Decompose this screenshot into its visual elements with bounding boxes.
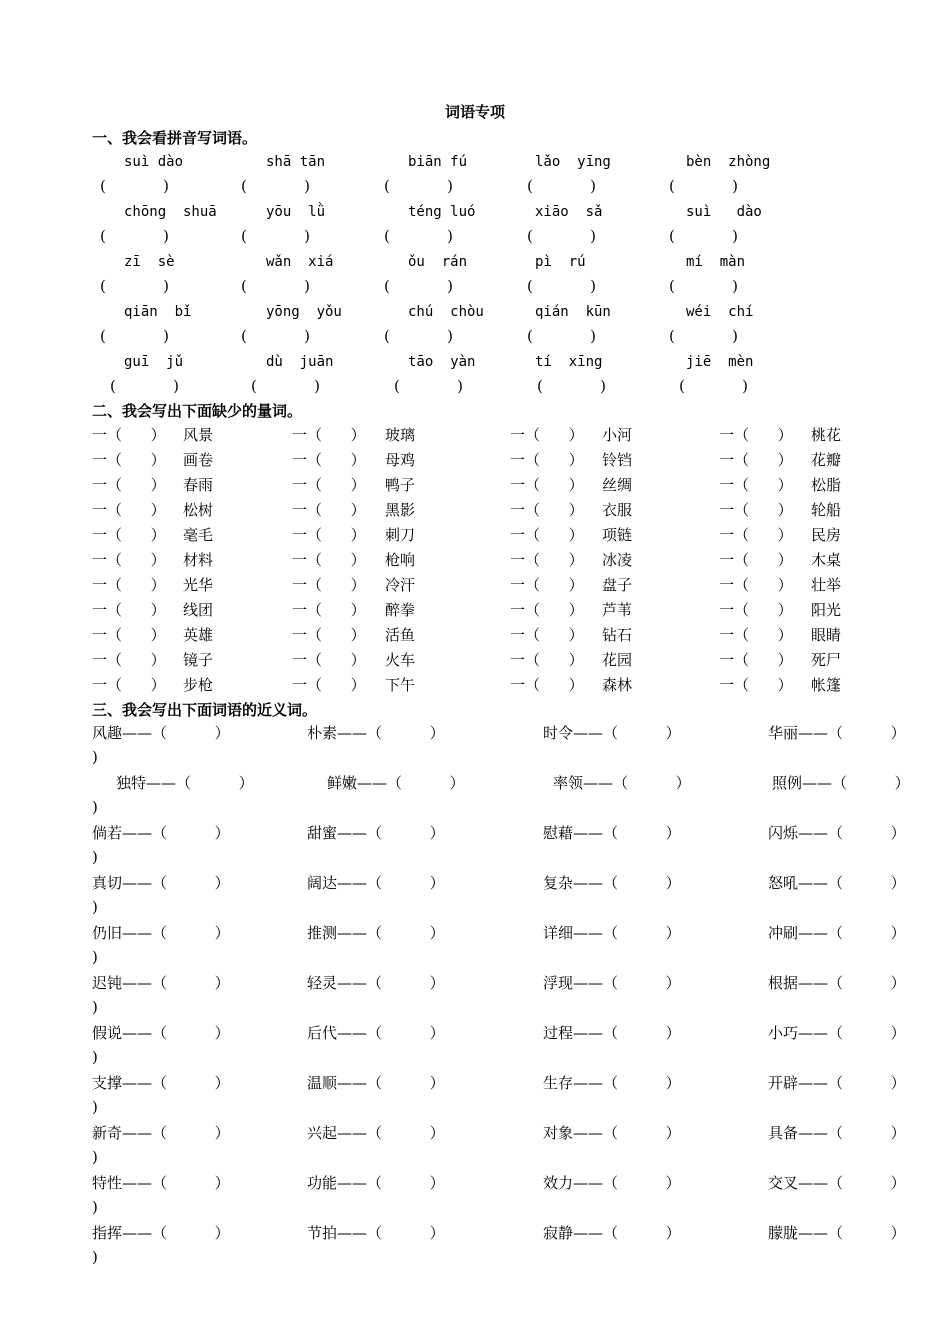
answer-blank[interactable]: ( ) <box>241 327 310 345</box>
measure-noun: 镜子 <box>183 651 214 669</box>
synonym-item[interactable]: 小巧——（ ） <box>768 1024 906 1042</box>
measure-blank[interactable]: 一（ ） <box>92 651 166 669</box>
answer-blank[interactable]: ( ) <box>527 327 596 345</box>
measure-blank[interactable]: 一（ ） <box>510 626 584 644</box>
answer-blank[interactable]: ( ) <box>394 377 463 395</box>
measure-blank[interactable]: 一（ ） <box>292 651 366 669</box>
answer-blank[interactable]: ( ) <box>384 277 453 295</box>
measure-noun: 材料 <box>183 551 214 569</box>
synonym-item[interactable]: 华丽——（ ） <box>768 724 906 742</box>
measure-noun: 活鱼 <box>385 626 416 644</box>
measure-noun: 冷汗 <box>385 576 416 594</box>
measure-noun: 枪响 <box>385 551 416 569</box>
measure-blank[interactable]: 一（ ） <box>510 501 584 519</box>
synonym-item[interactable]: 复杂——（ ） <box>543 874 681 892</box>
measure-blank[interactable]: 一（ ） <box>510 676 584 694</box>
synonym-item[interactable]: 开辟——（ ） <box>768 1074 906 1092</box>
pinyin-text: chōng shuā <box>124 204 217 220</box>
synonym-item[interactable]: 寂静——（ ） <box>543 1224 681 1242</box>
measure-noun: 衣服 <box>602 501 633 519</box>
synonym-item[interactable]: 倘若——（ ） <box>92 824 230 842</box>
measure-blank[interactable]: 一（ ） <box>292 426 366 444</box>
section-2-heading: 二、我会写出下面缺少的量词。 <box>92 402 303 420</box>
measure-noun: 森林 <box>602 676 633 694</box>
measure-noun: 母鸡 <box>385 451 416 469</box>
measure-blank[interactable]: 一（ ） <box>292 501 366 519</box>
measure-blank[interactable]: 一（ ） <box>292 676 366 694</box>
measure-noun: 醉拳 <box>385 601 416 619</box>
measure-blank[interactable]: 一（ ） <box>719 576 793 594</box>
pinyin-text: shā tān <box>266 154 326 170</box>
pinyin-text: wǎn xiá <box>266 254 334 270</box>
wrap-paren: ) <box>92 998 98 1016</box>
measure-blank[interactable]: 一（ ） <box>719 601 793 619</box>
measure-noun: 钻石 <box>602 626 633 644</box>
measure-noun: 鸭子 <box>385 476 416 494</box>
measure-blank[interactable]: 一（ ） <box>292 551 366 569</box>
synonym-item[interactable]: 迟钝——（ ） <box>92 974 230 992</box>
pinyin-text: jiē mèn <box>686 354 754 370</box>
answer-blank[interactable]: ( ) <box>669 277 738 295</box>
wrap-paren: ) <box>92 748 98 766</box>
synonym-item[interactable]: 朦胧——（ ） <box>768 1224 906 1242</box>
synonym-item[interactable]: 指挥——（ ） <box>92 1224 230 1242</box>
measure-blank[interactable]: 一（ ） <box>510 601 584 619</box>
pinyin-text: bèn zhòng <box>686 154 771 170</box>
measure-noun: 玻璃 <box>385 426 416 444</box>
pinyin-text: yōng yǒu <box>266 304 342 320</box>
measure-noun: 毫毛 <box>183 526 214 544</box>
measure-blank[interactable]: 一（ ） <box>719 501 793 519</box>
synonym-item[interactable]: 独特——（ ） <box>116 774 254 792</box>
answer-blank[interactable]: ( ) <box>241 177 310 195</box>
measure-noun: 英雄 <box>183 626 214 644</box>
synonym-item[interactable]: 温顺——（ ） <box>307 1074 445 1092</box>
synonym-item[interactable]: 新奇——（ ） <box>92 1124 230 1142</box>
wrap-paren: ) <box>92 1098 98 1116</box>
pinyin-text: guī jǔ <box>124 354 184 370</box>
measure-noun: 光华 <box>183 576 214 594</box>
measure-noun: 盘子 <box>602 576 633 594</box>
measure-blank[interactable]: 一（ ） <box>719 626 793 644</box>
measure-noun: 火车 <box>385 651 416 669</box>
synonym-item[interactable]: 真切——（ ） <box>92 874 230 892</box>
pinyin-text: zī sè <box>124 254 175 270</box>
measure-blank[interactable]: 一（ ） <box>92 551 166 569</box>
pinyin-text: xiāo sǎ <box>535 204 603 220</box>
section-3-heading: 三、我会写出下面词语的近义词。 <box>92 701 318 719</box>
synonym-item[interactable]: 假说——（ ） <box>92 1024 230 1042</box>
measure-noun: 铃铛 <box>602 451 633 469</box>
synonym-item[interactable]: 功能——（ ） <box>307 1174 445 1192</box>
measure-blank[interactable]: 一（ ） <box>292 476 366 494</box>
measure-blank[interactable]: 一（ ） <box>510 576 584 594</box>
measure-noun: 帐篷 <box>811 676 842 694</box>
answer-blank[interactable]: ( ) <box>100 227 169 245</box>
synonym-item[interactable]: 支撑——（ ） <box>92 1074 230 1092</box>
synonym-item[interactable]: 阔达——（ ） <box>307 874 445 892</box>
measure-noun: 松脂 <box>811 476 842 494</box>
measure-noun: 画卷 <box>183 451 214 469</box>
measure-blank[interactable]: 一（ ） <box>92 576 166 594</box>
synonym-item[interactable]: 闪烁——（ ） <box>768 824 906 842</box>
pinyin-text: tāo yàn <box>408 354 476 370</box>
measure-noun: 壮举 <box>811 576 842 594</box>
measure-blank[interactable]: 一（ ） <box>719 476 793 494</box>
synonym-item[interactable]: 根据——（ ） <box>768 974 906 992</box>
measure-noun: 项链 <box>602 526 633 544</box>
synonym-item[interactable]: 怒吼——（ ） <box>768 874 906 892</box>
synonym-item[interactable]: 照例——（ ） <box>772 774 910 792</box>
synonym-item[interactable]: 交叉——（ ） <box>768 1174 906 1192</box>
pinyin-text: tí xīng <box>535 354 603 370</box>
measure-blank[interactable]: 一（ ） <box>719 526 793 544</box>
synonym-item[interactable]: 甜蜜——（ ） <box>307 824 445 842</box>
measure-noun: 芦苇 <box>602 601 633 619</box>
answer-blank[interactable]: ( ) <box>110 377 179 395</box>
synonym-item[interactable]: 节拍——（ ） <box>307 1224 445 1242</box>
measure-noun: 线团 <box>183 601 214 619</box>
measure-noun: 下午 <box>385 676 416 694</box>
answer-blank[interactable]: ( ) <box>384 327 453 345</box>
pinyin-text: mí màn <box>686 254 746 270</box>
measure-noun: 丝绸 <box>602 476 633 494</box>
wrap-paren: ) <box>92 898 98 916</box>
measure-noun: 阳光 <box>811 601 842 619</box>
measure-blank[interactable]: 一（ ） <box>92 676 166 694</box>
synonym-item[interactable]: 风趣——（ ） <box>92 724 230 742</box>
measure-blank[interactable]: 一（ ） <box>719 451 793 469</box>
measure-blank[interactable]: 一（ ） <box>510 426 584 444</box>
synonym-item[interactable]: 特性——（ ） <box>92 1174 230 1192</box>
synonym-item[interactable]: 慰藉——（ ） <box>543 824 681 842</box>
wrap-paren: ) <box>92 798 98 816</box>
measure-blank[interactable]: 一（ ） <box>292 526 366 544</box>
answer-blank[interactable]: ( ) <box>241 277 310 295</box>
answer-blank[interactable]: ( ) <box>679 377 748 395</box>
pinyin-text: téng luó <box>408 204 476 220</box>
synonym-item[interactable]: 具备——（ ） <box>768 1124 906 1142</box>
page-title: 词语专项 <box>444 103 505 121</box>
synonym-item[interactable]: 浮现——（ ） <box>543 974 681 992</box>
synonym-item[interactable]: 详细——（ ） <box>543 924 681 942</box>
pinyin-text: yōu lǜ <box>266 204 326 220</box>
synonym-item[interactable]: 效力——（ ） <box>543 1174 681 1192</box>
wrap-paren: ) <box>92 1248 98 1266</box>
answer-blank[interactable]: ( ) <box>669 327 738 345</box>
answer-blank[interactable]: ( ) <box>527 177 596 195</box>
wrap-paren: ) <box>92 1198 98 1216</box>
measure-blank[interactable]: 一（ ） <box>92 476 166 494</box>
measure-blank[interactable]: 一（ ） <box>510 526 584 544</box>
answer-blank[interactable]: ( ) <box>527 227 596 245</box>
pinyin-text: suì dào <box>124 154 184 170</box>
measure-noun: 黑影 <box>385 501 416 519</box>
measure-noun: 松树 <box>183 501 214 519</box>
synonym-item[interactable]: 对象——（ ） <box>543 1124 681 1142</box>
measure-blank[interactable]: 一（ ） <box>292 576 366 594</box>
measure-noun: 春雨 <box>183 476 214 494</box>
measure-noun: 花园 <box>602 651 633 669</box>
answer-blank[interactable]: ( ) <box>537 377 606 395</box>
measure-noun: 桃花 <box>811 426 842 444</box>
synonym-item[interactable]: 轻灵——（ ） <box>307 974 445 992</box>
synonym-item[interactable]: 推测——（ ） <box>307 924 445 942</box>
measure-blank[interactable]: 一（ ） <box>92 501 166 519</box>
synonym-item[interactable]: 兴起——（ ） <box>307 1124 445 1142</box>
measure-blank[interactable]: 一（ ） <box>92 526 166 544</box>
pinyin-text: chú chòu <box>408 304 484 320</box>
answer-blank[interactable]: ( ) <box>384 177 453 195</box>
pinyin-text: qián kūn <box>535 304 611 320</box>
wrap-paren: ) <box>92 848 98 866</box>
pinyin-text: biān fú <box>408 154 468 170</box>
measure-blank[interactable]: 一（ ） <box>510 651 584 669</box>
measure-noun: 眼睛 <box>811 626 842 644</box>
synonym-item[interactable]: 冲刷——（ ） <box>768 924 906 942</box>
synonym-item[interactable]: 后代——（ ） <box>307 1024 445 1042</box>
synonym-item[interactable]: 过程——（ ） <box>543 1024 681 1042</box>
measure-noun: 小河 <box>602 426 633 444</box>
measure-blank[interactable]: 一（ ） <box>92 626 166 644</box>
pinyin-text: lǎo yīng <box>535 154 611 170</box>
section-1-heading: 一、我会看拼音写词语。 <box>92 129 258 147</box>
measure-blank[interactable]: 一（ ） <box>510 451 584 469</box>
wrap-paren: ) <box>92 1148 98 1166</box>
answer-blank[interactable]: ( ) <box>241 227 310 245</box>
measure-noun: 刺刀 <box>385 526 416 544</box>
answer-blank[interactable]: ( ) <box>384 227 453 245</box>
wrap-paren: ) <box>92 948 98 966</box>
pinyin-text: dù juān <box>266 354 334 370</box>
measure-blank[interactable]: 一（ ） <box>719 551 793 569</box>
answer-blank[interactable]: ( ) <box>527 277 596 295</box>
synonym-item[interactable]: 时令——（ ） <box>543 724 681 742</box>
measure-blank[interactable]: 一（ ） <box>92 426 166 444</box>
answer-blank[interactable]: ( ) <box>100 177 169 195</box>
measure-blank[interactable]: 一（ ） <box>719 426 793 444</box>
measure-blank[interactable]: 一（ ） <box>92 601 166 619</box>
measure-noun: 木桌 <box>811 551 842 569</box>
pinyin-text: suì dào <box>686 204 762 220</box>
pinyin-text: qiān bǐ <box>124 304 192 320</box>
measure-blank[interactable]: 一（ ） <box>510 476 584 494</box>
wrap-paren: ) <box>92 1048 98 1066</box>
measure-noun: 步枪 <box>183 676 214 694</box>
measure-blank[interactable]: 一（ ） <box>719 676 793 694</box>
measure-blank[interactable]: 一（ ） <box>719 651 793 669</box>
measure-blank[interactable]: 一（ ） <box>510 551 584 569</box>
answer-blank[interactable]: ( ) <box>100 277 169 295</box>
measure-blank[interactable]: 一（ ） <box>292 601 366 619</box>
synonym-item[interactable]: 生存——（ ） <box>543 1074 681 1092</box>
measure-blank[interactable]: 一（ ） <box>292 451 366 469</box>
answer-blank[interactable]: ( ) <box>669 177 738 195</box>
measure-noun: 花瓣 <box>811 451 842 469</box>
measure-noun: 轮船 <box>811 501 842 519</box>
pinyin-text: ǒu rán <box>408 254 468 270</box>
measure-noun: 冰凌 <box>602 551 633 569</box>
synonym-item[interactable]: 仍旧——（ ） <box>92 924 230 942</box>
pinyin-text: pì rú <box>535 254 586 270</box>
measure-noun: 风景 <box>183 426 214 444</box>
synonym-item[interactable]: 朴素——（ ） <box>307 724 445 742</box>
measure-blank[interactable]: 一（ ） <box>292 626 366 644</box>
answer-blank[interactable]: ( ) <box>251 377 320 395</box>
measure-blank[interactable]: 一（ ） <box>92 451 166 469</box>
synonym-item[interactable]: 鲜嫩——（ ） <box>327 774 465 792</box>
answer-blank[interactable]: ( ) <box>669 227 738 245</box>
pinyin-text: wéi chí <box>686 304 754 320</box>
synonym-item[interactable]: 率领——（ ） <box>553 774 691 792</box>
measure-noun: 民房 <box>811 526 842 544</box>
answer-blank[interactable]: ( ) <box>100 327 169 345</box>
measure-noun: 死尸 <box>811 651 842 669</box>
